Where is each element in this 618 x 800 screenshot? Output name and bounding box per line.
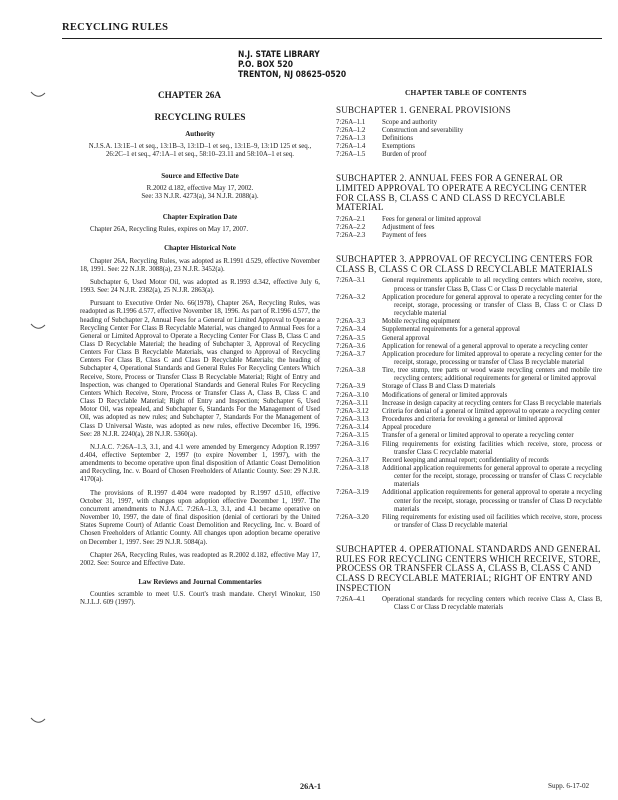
- toc-entry: [336, 367, 602, 383]
- toc-text: Application for renewal of a general approval to operate a recycling center: [382, 342, 588, 350]
- history-paragraph: The provisions of R.1997 d.404 were readopted by R.1997 d.510, effective October 31, 1997, with changes upon adoption effective December 1, 1997. The concurrent amendments to N.J.A.C. 7:26A–1.3, 3.1, and 4.1 became operative on November 10, 1997, the date of final disposition (denial of certiorari by the United States Supreme Court) of Atlantic Coast Demolition and Recycling, Inc. v. Board of Chosen Freeholders of Atlantic County. All changes upon adoption became operative on December 1, 1997. See: 29 N.J.R. 5084(a).: [80, 489, 320, 546]
- toc-number: 7:26A–3.16: [336, 440, 369, 448]
- toc-number: 7:26A–3.18: [336, 465, 369, 472]
- toc-entry: [336, 335, 602, 343]
- toc-number: 7:26A–1.5: [336, 151, 366, 159]
- header-rule: [62, 38, 602, 39]
- toc-entry: [336, 127, 602, 135]
- toc-text: Increase in design capacity at recycling centers for Class B recyclable materials: [382, 399, 602, 407]
- history-heading: Chapter Historical Note: [164, 244, 236, 253]
- toc-text: Criteria for denial of a general or limited approval to operate a recycling center: [382, 407, 600, 415]
- authority-text: N.J.S.A. 13:1E–1 et seq., 13:1B–3, 13:1D–1 et seq., 13:1E–9, 13:1D 125 et seq., 26:2C–1 et seq., 47:1A–1 et seq., 58:10–23.11 and 58:10A–1 et seq.: [88, 143, 312, 159]
- toc-text: Tire, tree stump, tree parts or wood waste recycling centers and mobile tire recycling centers; additional requirements for general or limited approval: [382, 367, 602, 383]
- toc-number: 7:26A–3.8: [336, 367, 366, 375]
- toc-entry: [336, 224, 602, 232]
- toc-text: Application procedure for limited approval to operate a recycling center for the receipt, storage, processing or transfer of Class B recyclable material: [382, 350, 602, 366]
- history-paragraph: Chapter 26A, Recycling Rules, was adopted as R.1991 d.529, effective November 18, 1991. See: 22 N.J.R. 3088(a), 23 N.J.R. 3452(a).: [80, 257, 320, 273]
- toc-entry: [336, 135, 602, 143]
- stamp-line: TRENTON, NJ 08625-0520: [238, 70, 347, 80]
- subchapter-heading: SUBCHAPTER 2. ANNUAL FEES FOR A GENERAL OR LIMITED APPROVAL TO OPERATE A RECYCLING CENTER FOR CLASS B, CLASS C AND CLASS D RECYCLABLE MATERIAL: [336, 173, 587, 213]
- authority-heading: Authority: [185, 130, 215, 139]
- toc-text: Appeal procedure: [382, 424, 432, 432]
- running-header: RECYCLING RULES: [62, 22, 169, 33]
- toc-number: 7:26A–3.17: [336, 456, 369, 464]
- left-column: [80, 112, 320, 613]
- toc-entry: [336, 277, 602, 293]
- toc-text: Construction and severability: [382, 126, 464, 134]
- toc-text: Scope and authority: [382, 118, 438, 126]
- toc-entry: [336, 400, 602, 408]
- supplement-date: Supp. 6-17-02: [548, 782, 590, 790]
- toc-number: 7:26A–3.7: [336, 350, 366, 358]
- toc-column: [336, 100, 602, 613]
- toc-number: 7:26A–1.3: [336, 134, 366, 142]
- toc-text: Supplemental requirements for a general approval: [382, 326, 520, 334]
- toc-text: Record keeping and annual report; confidentiality of records: [382, 456, 549, 464]
- toc-number: 7:26A–1.1: [336, 118, 366, 126]
- toc-text: Application procedure for general approval to operate a recycling center for the receipt, storage, processing or transfer of Class B, Class C or Class D recyclable material: [382, 293, 602, 318]
- history-paragraph: N.J.A.C. 7:26A–1.3, 3.1, and 4.1 were amended by Emergency Adoption R.1997 d.404, effective September 2, 1997 (to expire November 1, 1997), with the amendments to become operative upon final disposition of Atlantic Coast Demolition and Recycling, Inc. v. Board of Chosen Freeholders of Atlantic County. See: 29 N.J.R. 4170(a).: [80, 443, 320, 484]
- toc-text: General requirements applicable to all recycling centers which receive, store, process or transfer Class B, Class C or Class D recyclable material: [382, 277, 602, 293]
- toc-entry: [336, 465, 602, 489]
- toc-number: 7:26A–3.12: [336, 407, 369, 415]
- toc-number: 7:26A–3.13: [336, 416, 369, 424]
- toc-number: 7:26A–3.5: [336, 334, 366, 342]
- toc-number: 7:26A–3.1: [336, 277, 366, 285]
- toc-text: Transfer of a general or limited approval to operate a recycling center: [382, 432, 574, 440]
- toc-text: Storage of Class B and Class D materials: [382, 383, 496, 391]
- toc-number: 7:26A–3.2: [336, 293, 366, 301]
- library-stamp: [238, 50, 346, 80]
- margin-mark: [30, 322, 46, 332]
- toc-entry: [336, 514, 602, 530]
- toc-number: 7:26A–3.15: [336, 432, 369, 440]
- toc-text: Filing requirements for existing used oil facilities which receive, store, process or transfer of Class D recyclable material: [382, 513, 602, 530]
- law-reviews-text: Counties scramble to meet U.S. Court's trash mandate. Cheryl Winokur, 150 N.J.L.J. 609 (1997).: [80, 591, 320, 607]
- toc-text: Fees for general or limited approval: [382, 215, 481, 223]
- toc-number: 7:26A–3.9: [336, 383, 366, 391]
- toc-text: Modifications of general or limited approvals: [382, 391, 508, 399]
- toc-entry: [336, 392, 602, 400]
- toc-entry: [336, 408, 602, 416]
- margin-mark: [30, 716, 46, 726]
- toc-text: Mobile recycling equipment: [382, 318, 461, 326]
- toc-entry: [336, 232, 602, 240]
- subchapter-heading: SUBCHAPTER 1. GENERAL PROVISIONS: [336, 105, 511, 115]
- toc-entry: [336, 326, 602, 334]
- history-paragraph: Chapter 26A, Recycling Rules, was readopted as R.2002 d.182, effective May 17, 2002. See: Source and Effective Date.: [80, 551, 320, 567]
- stamp-line: P.O. BOX 520: [238, 60, 293, 70]
- source-line: See: 33 N.J.R. 4273(a), 34 N.J.R. 2088(a).: [141, 192, 259, 200]
- expiration-heading: Chapter Expiration Date: [162, 213, 238, 222]
- toc-entry: [336, 432, 602, 440]
- toc-entry: [336, 441, 602, 457]
- toc-text: Burden of proof: [382, 151, 427, 159]
- toc-number: 7:26A–4.1: [336, 596, 366, 604]
- toc-entry: [336, 457, 602, 465]
- toc-entry: [336, 151, 602, 159]
- toc-entry: [336, 318, 602, 326]
- chapter-label: CHAPTER 26A: [158, 90, 222, 100]
- toc-text: Additional application requirements for general approval to operate a recycling center for the receipt, storage, processing or transfer of Class C recyclable materials: [382, 465, 602, 489]
- toc-number: 7:26A–3.19: [336, 489, 369, 497]
- toc-text: Adjustment of fees: [382, 223, 435, 231]
- source-heading: Source and Effective Date: [161, 171, 239, 180]
- toc-text: General approval: [382, 334, 430, 342]
- toc-entry: [336, 294, 602, 318]
- toc-number: 7:26A–3.20: [336, 513, 369, 521]
- toc-number: 7:26A–2.2: [336, 223, 366, 231]
- toc-entry: [336, 343, 602, 351]
- toc-entry: [336, 351, 602, 367]
- toc-entry: [336, 119, 602, 127]
- toc-number: 7:26A–3.10: [336, 391, 369, 399]
- page-number: 26A-1: [300, 782, 321, 791]
- toc-number: 7:26A–3.6: [336, 342, 366, 350]
- toc-number: 7:26A–3.14: [336, 424, 369, 432]
- history-paragraph: Pursuant to Executive Order No. 66(1978), Chapter 26A, Recycling Rules, was readopted as R.1996 d.577, effective November 18, 1996. As part of R.1996 d.577, the heading of Subchapter 2, Annual Fees for a General or Limited Approval to Operate a Recycling Center For Class B Recyclable Material, was changed to Annual Fees for a General or Limited Approval to Operate a Recycling Center For Class B, Class C and Class D Recyclable Material; the heading of Subchapter 3, Approval of Recycling Centers For Class B Recyclable Materials, was changed to Approval of Recycling Centers For Class B, Class C and Class D Recyclable Materials; the heading of Subchapter 4, Operational Standards and General Rules For Recycling Centers Which Receive, Store, Process or Transfer Class B Recyclable Material; Right of Entry and Inspection, was changed to Operational Standards and General Rules For Recycling Centers Which Receive, Store, Process or Transfer Class A, Class B, Class C and Class D Recyclable Material; Right of Entry and Inspection; Subchapter 6, Used Motor Oil, was repealed, and Subchapter 6, Standards For the Management of Used Oil, was adopted as new rules; and Subchapter 7, Standards For the Management of Class D Universal Waste, was adopted as new rules, effective December 16, 1996. See: 28 N.J.R. 2240(a), 28 N.J.R. 5360(a).: [80, 300, 320, 438]
- history-paragraph: Subchapter 6, Used Motor Oil, was adopted as R.1993 d.342, effective July 6, 1993. See: 24 N.J.R. 2382(a), 25 N.J.R. 2863(a).: [80, 278, 320, 295]
- subchapter-heading: SUBCHAPTER 4. OPERATIONAL STANDARDS AND GENERAL RULES FOR RECYCLING CENTERS WHICH RECEIVE, STORE, PROCESS OR TRANSFER CLASS A, CLASS B, CLASS C AND CLASS D RECYCLABLE MATERIAL; RIGHT OF ENTRY AND INSPECTION: [336, 544, 601, 593]
- toc-text: Additional application requirements for general approval to operate a recycling center for the receipt, storage, processing or transfer of Class D recyclable materials: [382, 489, 602, 513]
- subchapter-heading: SUBCHAPTER 3. APPROVAL OF RECYCLING CENTERS FOR CLASS B, CLASS C OR CLASS D RECYCLABLE MATERIALS: [336, 254, 593, 274]
- toc-text: Exemptions: [382, 143, 415, 151]
- chapter-title: RECYCLING RULES: [154, 113, 246, 123]
- toc-number: 7:26A–2.3: [336, 232, 366, 240]
- toc-text: Definitions: [382, 134, 414, 142]
- toc-entry: [336, 489, 602, 513]
- toc-number: 7:26A–1.2: [336, 126, 366, 134]
- toc-entry: [336, 416, 602, 424]
- law-reviews-heading: Law Reviews and Journal Commentaries: [138, 578, 262, 587]
- toc-number: 7:26A–2.1: [336, 215, 366, 223]
- toc-text: Procedures and criteria for revoking a general or limited approval: [382, 416, 563, 424]
- toc-entry: [336, 383, 602, 391]
- toc-entry: [336, 216, 602, 224]
- toc-title: CHAPTER TABLE OF CONTENTS: [405, 88, 527, 97]
- expiration-text: Chapter 26A, Recycling Rules, expires on May 17, 2007.: [90, 226, 249, 234]
- toc-number: 7:26A–3.11: [336, 399, 369, 407]
- stamp-line: N.J. STATE LIBRARY: [238, 50, 320, 60]
- toc-number: 7:26A–1.4: [336, 143, 366, 151]
- source-line: R.2002 d.182, effective May 17, 2002.: [146, 184, 254, 192]
- toc-text: Filing requirements for existing facilities which receive, store, process or transfer Class C recyclable material: [382, 440, 602, 456]
- toc-number: 7:26A–3.3: [336, 318, 366, 326]
- toc-entry: [336, 143, 602, 151]
- toc-entry: [336, 596, 602, 612]
- toc-entry: [336, 424, 602, 432]
- toc-text: Operational standards for recycling centers which receive Class A, Class B, Class C or Class D recyclable materials: [382, 596, 602, 612]
- margin-mark: [30, 90, 46, 100]
- toc-number: 7:26A–3.4: [336, 326, 366, 334]
- toc-text: Payment of fees: [382, 232, 427, 240]
